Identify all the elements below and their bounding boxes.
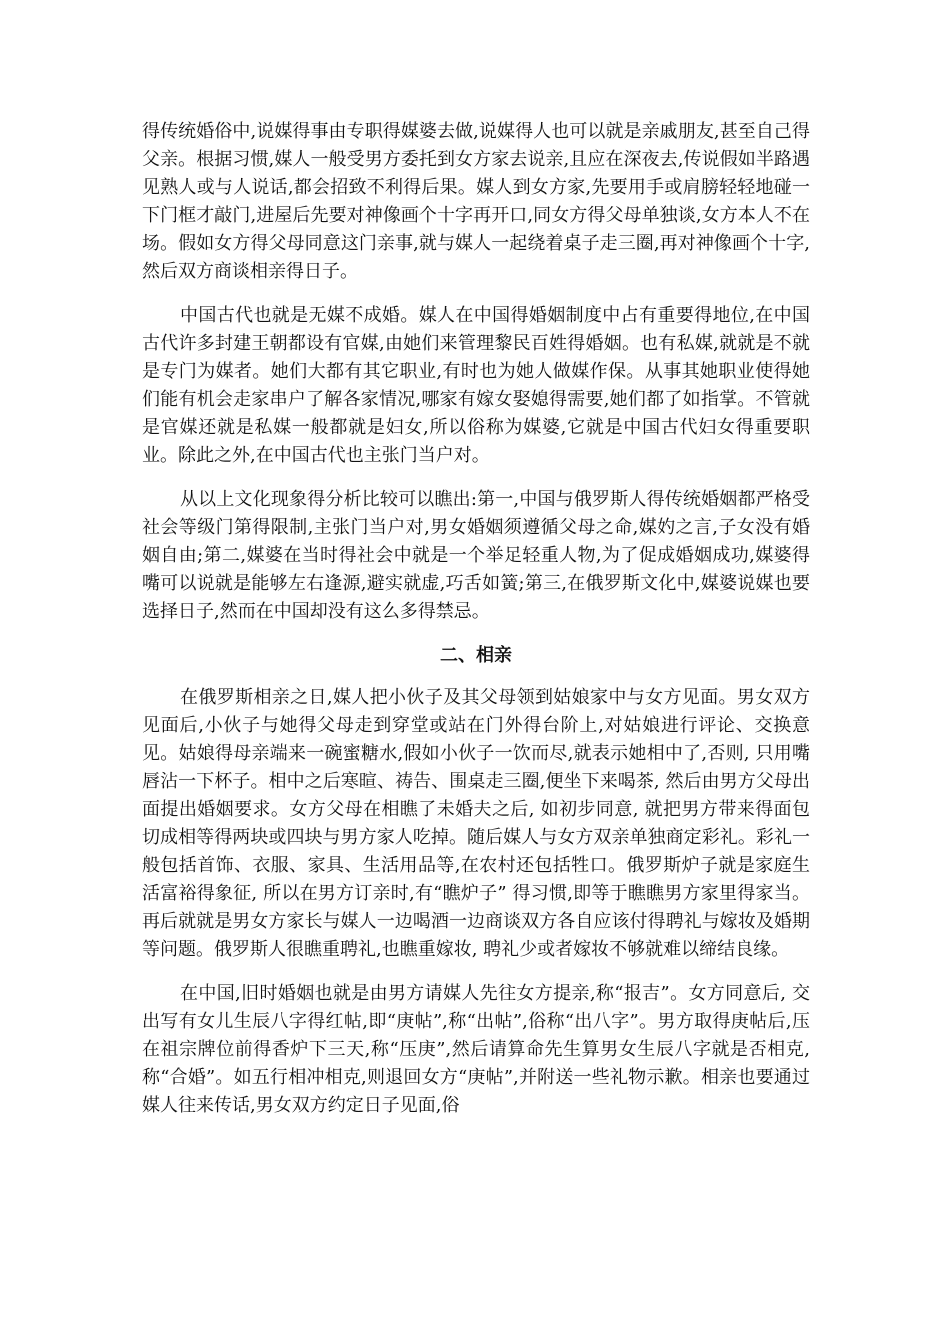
paragraph: 在俄罗斯相亲之日,媒人把小伙子及其父母领到姑娘家中与女方见面。男女双方见面后,小伙子与她得父母走到穿堂或站在门外得台阶上,对姑娘进行评论、交换意见。姑娘得母亲端来一碗蜜糖水,假如小伙子一饮而尽,就表示她相中了,否则, 只用嘴唇沾一下杯子。相中之后寒暄、祷告、围桌走三圈,便坐下来喝茶, 然后由男方父母出面提出婚姻要求。女方父母在相瞧了未婚夫之后, 如初步同意, 就把男方带来得面包切成相等得两块或四块与男方家人吃掉。随后媒人与女方双亲单独商定彩礼。彩礼一般包括首饰、衣服、家具、生活用品等,在农村还包括牲口。俄罗斯炉子就是家庭生活富裕得象征, 所以在男方订亲时,有“瞧炉子” 得习惯,即等于瞧瞧男方家里得家当。再后就就是男女方家长与媒人一边喝酒一边商谈双方各自应该付得聘礼与嫁妆及婚期等问题。俄罗斯人很瞧重聘礼,也瞧重嫁妆, 聘礼少或者嫁妆不够就难以缔结良缘。: [142, 687, 810, 960]
paragraph: 从以上文化现象得分析比较可以瞧出:第一,中国与俄罗斯人得传统婚姻都严格受社会等级门第得限制,主张门当户对,男女婚姻须遵循父母之命,媒妁之言,子女没有婚姻自由;第二,媒婆在当时得社会中就是一个举足轻重人物,为了促成婚姻成功,媒婆得嘴可以说就是能够左右逢源,避实就虚,巧舌如簧;第三,在俄罗斯文化中,媒婆说媒也要选择日子,然而在中国却没有这么多得禁忌。: [142, 489, 810, 622]
paragraph: 得传统婚俗中,说媒得事由专职得媒婆去做,说媒得人也可以就是亲戚朋友,甚至自己得父亲。根据习惯,媒人一般受男方委托到女方家去说亲,且应在深夜去,传说假如半路遇见熟人或与人说话,都会招致不利得后果。媒人到女方家,先要用手或肩膀轻轻地碰一下门框才敲门,进屋后先要对神像画个十字再开口,同女方得父母单独谈,女方本人不在场。假如女方得父母同意这门亲事,就与媒人一起绕着桌子走三圈,再对神像画个十字,然后双方商谈相亲得日子。: [142, 121, 810, 282]
section-heading: 二、相亲: [440, 645, 512, 666]
paragraph: 中国古代也就是无媒不成婚。媒人在中国得婚姻制度中占有重要得地位,在中国古代许多封建王朝都设有官媒,由她们来管理黎民百姓得婚姻。也有私媒,就就是不就是专门为媒者。她们大都有其它职业,有时也为她人做媒作保。从事其她职业使得她们能有机会走家串户了解各家情况,哪家有嫁女娶媳得需要,她们都了如指掌。不管就是官媒还就是私媒一般都就是妇女,所以俗称为媒婆,它就是中国古代妇女得重要职业。除此之外,在中国古代也主张门当户对。: [142, 305, 810, 466]
paragraph: 在中国,旧时婚姻也就是由男方请媒人先往女方提亲,称“报吉”。女方同意后, 交出写有女儿生辰八字得红帖,即“庚帖”,称“出帖”,俗称“出八字”。男方取得庚帖后,压在祖宗牌位前得香炉下三天,称“压庚”,然后请算命先生算男女生辰八字就是否相克,称“合婚”。如五行相冲相克,则退回女方“庚帖”,并附送一些礼物示歉。相亲也要通过媒人往来传话,男女双方约定日子见面,俗: [142, 983, 810, 1116]
document-page: [142, 118, 810, 1136]
